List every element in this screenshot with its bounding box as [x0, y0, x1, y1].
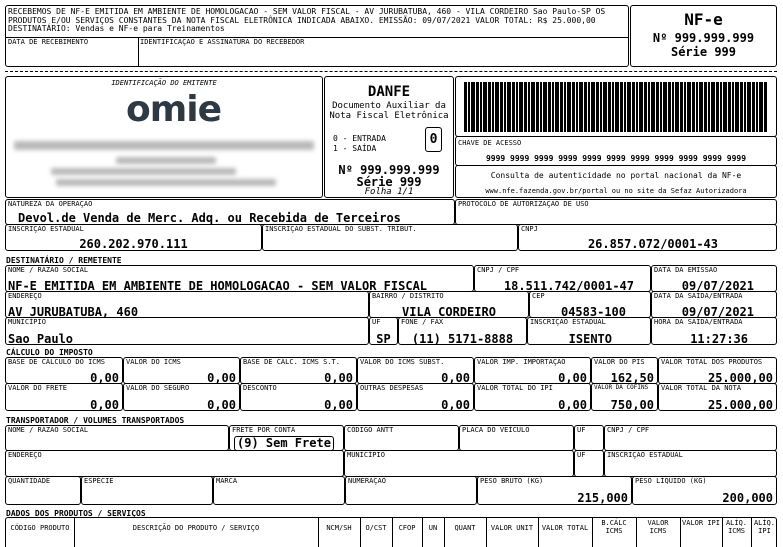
transp-cnpj-box — [604, 425, 777, 451]
consulta-box — [455, 165, 777, 198]
dest-uf-label: UF — [372, 318, 381, 326]
dest-ie-box — [527, 317, 651, 345]
dest-ie-value: ISENTO — [568, 332, 612, 345]
canhoto-nfe-number: Nº 999.999.999 — [652, 31, 755, 45]
protocolo-box — [455, 199, 777, 225]
danfe-series: Série 999 — [356, 175, 422, 189]
transp-placa-box — [459, 425, 574, 451]
th-valor-unit: VALOR UNIT — [490, 524, 534, 532]
imp-total-nota-value: 25.000,00 — [707, 398, 773, 411]
transp-marca-label: MARCA — [216, 477, 238, 485]
transp-liquido-box — [632, 476, 777, 505]
date-received-label: DATA DE RECEBIMENTO — [8, 38, 89, 46]
th-aliq-icms: ALÍQ. ICMS — [725, 519, 748, 535]
imp-ipi-value: 0,00 — [558, 398, 587, 411]
produtos-table-header — [5, 517, 777, 547]
transp-frete-label: FRETE POR CONTA — [232, 426, 296, 434]
imp-importacao-box — [474, 357, 591, 384]
transp-uf-box — [574, 425, 604, 451]
emitente-city-blur — [51, 168, 236, 175]
imp-total-produtos-value: 25.000,00 — [707, 371, 773, 384]
imp-total-nota-label: VALOR TOTAL DA NOTA — [661, 384, 742, 392]
imp-pis-value: 162,50 — [610, 371, 654, 384]
transp-liquido-value: 200,000 — [722, 491, 773, 505]
imp-bc-icms-value: 0,00 — [90, 371, 119, 384]
transportador-section-title: TRANSPORTADOR / VOLUMES TRANSPORTADOS — [6, 416, 185, 425]
emitente-name-blur — [14, 141, 314, 150]
dest-cep-value: 04583-100 — [560, 305, 626, 318]
dest-ie-label: INSCRIÇÃO ESTADUAL — [530, 318, 606, 326]
transp-numeracao-box — [345, 476, 477, 505]
danfe-tipo-box — [425, 127, 442, 152]
barcode-image — [464, 82, 768, 132]
consulta-text: Consulta de autenticidade no portal nacional da NF-e — [490, 171, 742, 180]
imp-icms-label: VALOR DO ICMS — [126, 358, 181, 366]
imposto-section-title: CÁLCULO DO IMPOSTO — [6, 348, 93, 357]
receiver-signature-label: IDENTIFICAÇÃO E ASSINATURA DO RECEBEDOR — [140, 38, 305, 46]
dest-emissao-value: 09/07/2021 — [681, 279, 754, 292]
transp-numeracao-label: NUMERAÇÃO — [348, 477, 386, 485]
dest-fone-label: FONE / FAX — [401, 318, 444, 326]
transp-endereco-label: ENDEREÇO — [8, 451, 42, 459]
th-cfop: CFOP — [398, 524, 416, 532]
dest-municipio-label: MUNICÍPIO — [8, 318, 46, 326]
th-bc-icms: B.CÁLC ICMS — [601, 519, 627, 535]
imp-bc-st-value: 0,00 — [324, 371, 353, 384]
transp-nome-label: NOME / RAZÃO SOCIAL — [8, 426, 89, 434]
imp-outras-value: 0,00 — [441, 398, 470, 411]
emitente-phone-blur — [56, 179, 276, 186]
dest-nome-label: NOME / RAZÃO SOCIAL — [8, 266, 89, 274]
imp-bc-st-label: BASE DE CÁLC. ICMS S.T. — [243, 358, 340, 366]
danfe-box — [324, 76, 454, 198]
produtos-section-title: DADOS DOS PRODUTOS / SERVIÇOS — [6, 509, 146, 518]
imp-ipi-box — [474, 383, 591, 411]
imp-cofins-box — [591, 383, 658, 411]
th-valor-icms: VALOR ICMS — [647, 519, 669, 535]
transp-endereco-box — [5, 450, 344, 477]
emitente-box — [5, 76, 323, 198]
th-valor-total: VALOR TOTAL — [541, 524, 589, 532]
ie-st-label: INSCRIÇÃO ESTADUAL DO SUBST. TRIBUT. — [265, 225, 417, 233]
canhoto-nfe-title: NF-e — [684, 10, 723, 29]
imp-ipi-label: VALOR TOTAL DO IPI — [477, 384, 553, 392]
imp-seguro-box — [123, 383, 240, 411]
ie-label: INSCRIÇÃO ESTADUAL — [8, 225, 84, 233]
dest-hora-box — [651, 317, 777, 345]
dest-bairro-box — [369, 291, 529, 318]
th-un: UN — [428, 524, 438, 532]
danfe-number: Nº 999.999.999 — [338, 163, 440, 177]
canhoto-box — [5, 5, 629, 67]
th-quant: QUANT — [454, 524, 476, 532]
th-ncm: NCM/SH — [326, 524, 352, 532]
dest-endereco-box — [5, 291, 369, 318]
imp-desconto-box — [240, 383, 357, 411]
imp-total-nota-box — [658, 383, 777, 411]
cut-line — [5, 71, 777, 72]
canhoto-text: RECEBEMOS DE NF-E EMITIDA EM AMBIENTE DE HOMOLOGACAO - SEM VALOR FISCAL - AV JURUBATUBA, 460 - VILA CORDEIRO Sao Paulo-SP OS PRODUTOS E/OU SERVIÇOS CONSTANTES DA NOTA FISCAL ELETRÔNICA INDICADA ABAIXO. EMISSÃO: 09/07/2021 VALOR TOTAL: R$ 25.000,00 DESTINATÁRIO: Vendas e NF-e para Treinamentos — [8, 7, 606, 33]
transp-placa-label: PLACA DO VEÍCULO — [462, 426, 530, 434]
transp-antt-label: CÓDIGO ANTT — [347, 426, 394, 434]
transp-uf2-label: UF — [577, 451, 586, 459]
chave-value: 9999 9999 9999 9999 9999 9999 9999 9999 9999 9999 9999 — [485, 154, 747, 163]
dest-hora-value: 11:27:36 — [690, 332, 748, 345]
natureza-value: Devol.de Venda de Merc. Adq. ou Recebida de Terceiros — [18, 211, 401, 225]
transp-municipio-box — [344, 450, 574, 477]
dest-uf-box — [369, 317, 398, 345]
imp-icms-st-box — [357, 357, 474, 384]
company-logo: omie — [126, 89, 221, 130]
imp-outras-label: OUTRAS DESPESAS — [360, 384, 424, 392]
cnpj-label: CNPJ — [521, 225, 538, 233]
th-codigo: CÓDIGO PRODUTO — [10, 524, 70, 532]
transp-nome-box — [5, 425, 229, 451]
imp-bc-st-box — [240, 357, 357, 384]
dest-fone-box — [398, 317, 527, 345]
imp-seguro-value: 0,00 — [207, 398, 236, 411]
dest-saida-label: DATA DA SAÍDA/ENTRADA — [654, 292, 743, 300]
dest-municipio-value: Sao Paulo — [8, 332, 74, 345]
transp-bruto-label: PESO BRUTO (KG) — [480, 477, 544, 485]
imp-total-produtos-box — [658, 357, 777, 384]
transp-cnpj-label: CNPJ / CPF — [607, 426, 650, 434]
danfe-title: DANFE — [367, 84, 411, 100]
transp-marca-box — [213, 476, 345, 505]
dest-nome-value: NF-E EMITIDA EM AMBIENTE DE HOMOLOGACAO - SEM VALOR FISCAL — [8, 279, 428, 292]
dest-cep-label: CEP — [532, 292, 545, 300]
protocolo-label: PROTOCOLO DE AUTORIZAÇÃO DE USO — [458, 200, 589, 208]
th-valor-ipi: VALOR IPI — [682, 519, 720, 527]
ie-st-box — [262, 224, 518, 251]
imp-icms-st-label: VALOR DO ICMS SUBST. — [360, 358, 445, 366]
dest-cnpj-value: 18.511.742/0001-47 — [503, 279, 634, 292]
transp-uf2-box — [574, 450, 604, 477]
transp-bruto-box — [477, 476, 632, 505]
danfe-folha: Folha 1/1 — [364, 187, 414, 197]
chave-label: CHAVE DE ACESSO — [458, 139, 522, 147]
imp-bc-icms-box — [5, 357, 123, 384]
destinatario-section-title: DESTINATÁRIO / REMETENTE — [6, 256, 122, 265]
transp-ie-box — [604, 450, 777, 477]
dest-nome-box — [5, 265, 474, 292]
transp-frete-value: (9) Sem Frete — [234, 436, 334, 451]
dest-endereco-label: ENDEREÇO — [8, 292, 42, 300]
imp-seguro-label: VALOR DO SEGURO — [126, 384, 190, 392]
dest-bairro-value: VILA CORDEIRO — [402, 305, 496, 318]
dest-endereco-value: AV JURUBATUBA, 460 — [8, 305, 139, 318]
danfe-tipo-value: 0 — [429, 132, 438, 147]
transp-municipio-label: MUNICÍPIO — [347, 451, 385, 459]
imp-frete-box — [5, 383, 123, 411]
dest-cnpj-box — [474, 265, 651, 292]
barcode-box — [455, 76, 777, 137]
imp-pis-box — [591, 357, 658, 384]
dest-hora-label: HORA DA SAÍDA/ENTRADA — [654, 318, 743, 326]
canhoto-nfe-box — [630, 5, 777, 67]
dest-cnpj-label: CNPJ / CPF — [477, 266, 520, 274]
cnpj-value: 26.857.072/0001-43 — [587, 237, 718, 251]
imp-desconto-label: DESCONTO — [243, 384, 277, 392]
transp-antt-box — [344, 425, 459, 451]
transp-especie-label: ESPÉCIE — [84, 477, 114, 485]
ie-value: 260.202.970.111 — [79, 237, 188, 251]
transp-quantidade-box — [5, 476, 81, 505]
ie-box — [5, 224, 262, 251]
imp-bc-icms-label: BASE DE CÁLCULO DO ICMS — [8, 358, 105, 366]
danfe-entrada: 0 - ENTRADA — [333, 134, 386, 143]
imp-pis-label: VALOR DO PIS — [594, 358, 645, 366]
imp-desconto-value: 0,00 — [324, 398, 353, 411]
imp-icms-st-value: 0,00 — [441, 371, 470, 384]
danfe-desc: Documento Auxiliar da Nota Fiscal Eletrônica — [329, 101, 449, 121]
transp-liquido-label: PESO LÍQUIDO (KG) — [635, 477, 707, 485]
imp-total-produtos-label: VALOR TOTAL DOS PRODUTOS — [661, 358, 763, 366]
transp-ie-label: INSCRIÇÃO ESTADUAL — [607, 451, 683, 459]
canhoto-nfe-series: Série 999 — [670, 45, 737, 59]
imp-icms-box — [123, 357, 240, 384]
th-descricao: DESCRIÇÃO DO PRODUTO / SERVIÇO — [132, 524, 260, 532]
dest-municipio-box — [5, 317, 369, 345]
imp-frete-value: 0,00 — [90, 398, 119, 411]
natureza-box — [5, 199, 455, 225]
transp-especie-box — [81, 476, 213, 505]
consulta-site: www.nfe.fazenda.gov.br/portal ou no site da Sefaz Autorizadora — [485, 187, 747, 195]
dest-bairro-label: BAIRRO / DISTRITO — [372, 292, 444, 300]
dest-uf-value: SP — [376, 332, 391, 345]
dest-emissao-label: DATA DA EMISSÃO — [654, 266, 718, 274]
dest-emissao-box — [651, 265, 777, 292]
chave-box — [455, 136, 777, 166]
danfe-saida: 1 - SAÍDA — [333, 144, 377, 153]
dest-saida-value: 09/07/2021 — [681, 305, 754, 318]
imp-importacao-value: 0,00 — [558, 371, 587, 384]
imp-outras-box — [357, 383, 474, 411]
imp-importacao-label: VALOR IMP. IMPORTAÇÃO — [477, 358, 566, 366]
dest-cep-box — [529, 291, 651, 318]
imp-frete-label: VALOR DO FRETE — [8, 384, 68, 392]
transp-quantidade-label: QUANTIDADE — [8, 477, 51, 485]
transp-bruto-value: 215,000 — [577, 491, 628, 505]
dest-saida-box — [651, 291, 777, 318]
transp-uf-label: UF — [577, 426, 586, 434]
natureza-label: NATUREZA DA OPERAÇÃO — [8, 200, 93, 208]
th-aliq-ipi: ALÍQ. IPI — [753, 519, 776, 535]
th-cst: O/CST — [365, 524, 387, 532]
emitente-label: IDENTIFICAÇÃO DO EMITENTE — [111, 79, 217, 87]
imp-cofins-value: 750,00 — [610, 398, 654, 411]
cnpj-box — [518, 224, 777, 251]
imp-cofins-label: VALOR DA COFINS — [594, 384, 649, 391]
emitente-address-blur — [116, 157, 216, 164]
transp-frete-box — [229, 425, 344, 451]
dest-fone-value: (11) 5171-8888 — [411, 332, 514, 345]
imp-icms-value: 0,00 — [207, 371, 236, 384]
